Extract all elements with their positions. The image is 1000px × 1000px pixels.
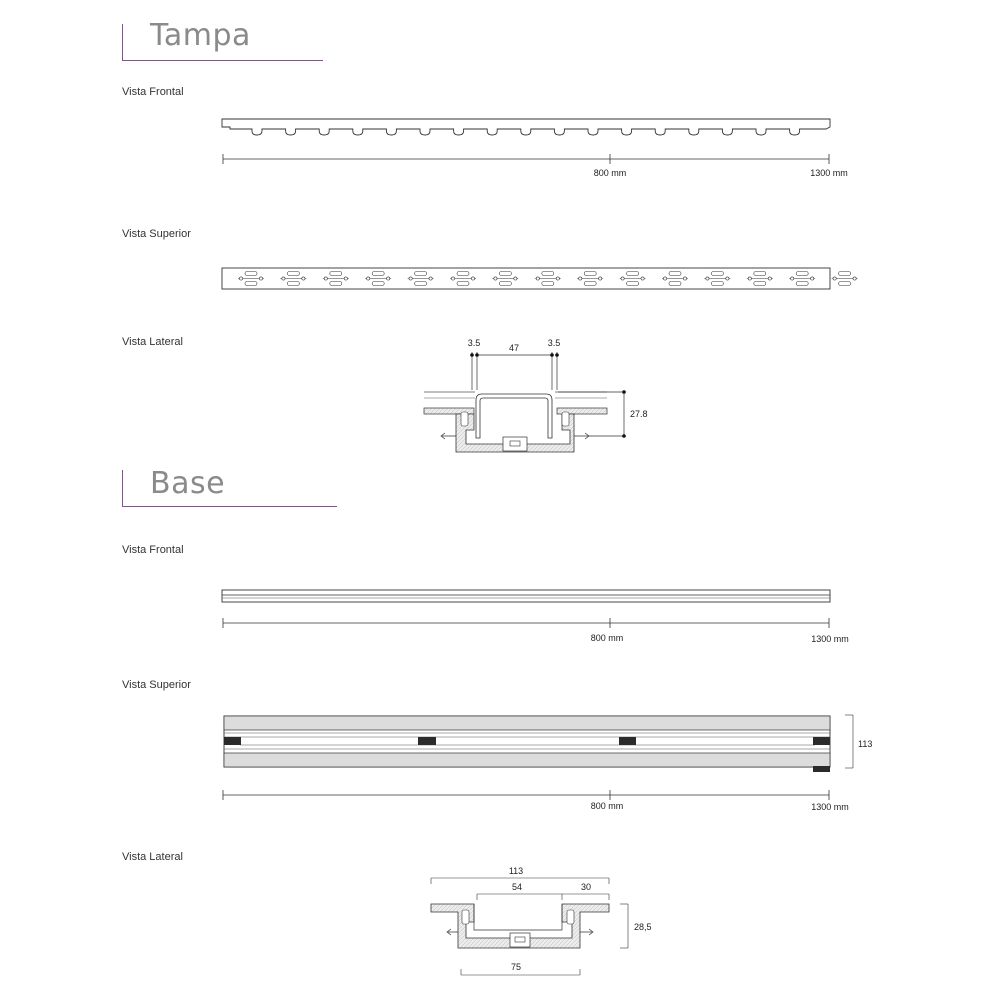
tampa-superior-plate [222, 268, 858, 289]
base-dim-height: 28,5 [634, 922, 652, 932]
base-frontal-dim-1300: 1300 mm [811, 634, 849, 644]
base-dim-flange: 30 [580, 882, 592, 892]
base-title: Base [150, 466, 226, 501]
base-superior-plate [224, 716, 830, 772]
tampa-dim-right-wall: 3.5 [547, 338, 561, 348]
tampa-title: Tampa [150, 18, 251, 53]
tampa-lateral-section [424, 392, 607, 452]
tampa-frontal-dim-1300: 1300 mm [810, 168, 848, 178]
base-frontal-dimension [223, 618, 829, 628]
base-superior-dim-1300: 1300 mm [811, 802, 849, 812]
base-superior-label: Vista Superior [122, 679, 191, 691]
tampa-dim-height: 27.8 [630, 409, 648, 419]
tampa-frontal-label: Vista Frontal [122, 86, 184, 98]
base-dim-bottom-width: 75 [510, 962, 522, 972]
base-superior-dim-width: 113 [858, 739, 873, 749]
base-frontal-label: Vista Frontal [122, 544, 184, 556]
base-dim-total-width: 113 [508, 866, 524, 876]
base-frontal-dim-800: 800 mm [590, 633, 624, 643]
base-lateral-label: Vista Lateral [122, 851, 183, 863]
tampa-frontal-dim-800: 800 mm [593, 168, 627, 178]
tampa-lateral-label: Vista Lateral [122, 336, 183, 348]
tampa-dim-inner-width: 47 [508, 343, 520, 353]
base-dim-inner-width: 54 [511, 882, 523, 892]
base-lateral-section [431, 904, 609, 948]
tampa-dim-left-wall: 3.5 [467, 338, 481, 348]
tampa-frontal-dimension [223, 154, 829, 164]
tampa-frontal-profile [222, 119, 830, 135]
tampa-superior-label: Vista Superior [122, 228, 191, 240]
base-superior-dim-800: 800 mm [590, 801, 624, 811]
tampa-top-slot [832, 272, 858, 286]
base-frontal-profile [222, 590, 830, 602]
